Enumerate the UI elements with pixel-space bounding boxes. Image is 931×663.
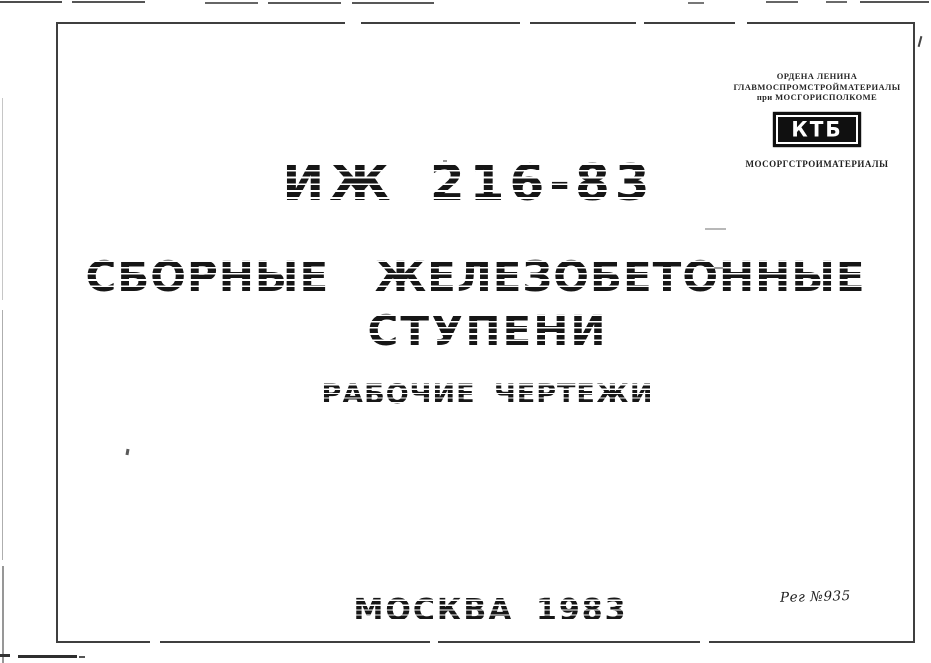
ktb-logo-text: КТБ [791,116,843,142]
institution-parent: при МОСГОРИСПОЛКОМЕ [756,92,878,102]
city-year: МОСКВА 1983 [25,596,931,626]
scan-artifact [2,310,3,560]
institution-award-line: ОРДЕНА ЛЕНИНА [776,71,858,81]
document-title-line-2: СТУПЕНИ [22,310,931,352]
scan-artifact [268,2,341,4]
scan-artifact [705,228,726,230]
scan-artifact [860,1,929,3]
document-title-line-1: СБОРНЫЕ ЖЕЛЕЗОБЕТОННЫЕ [10,256,931,298]
ktb-logo-frame [776,115,858,144]
frame-gap [735,21,747,25]
registration-number: Рег №935 [779,588,851,606]
scan-artifact [352,2,434,4]
institution-name: ГЛАВМОСПРОМСТРОЙМАТЕРИАЛЫ [733,81,901,92]
scan-artifact [18,655,77,658]
scan-artifact [766,1,798,3]
scan-artifact [205,2,258,4]
institution-block [718,71,916,169]
scan-artifact [79,656,85,658]
document-subtitle: РАБОЧИЕ ЧЕРТЕЖИ [22,381,931,408]
scan-artifact [918,36,923,47]
frame-gap [520,21,530,25]
frame-gap [150,640,160,644]
ktb-logo [773,112,861,147]
frame-gap [430,640,438,644]
frame-gap [636,21,644,25]
scan-artifact [826,1,847,3]
frame-gap [700,640,709,644]
scan-artifact [688,2,704,4]
scan-artifact [2,566,4,663]
scan-artifact [72,1,145,3]
scan-artifact [0,654,10,657]
document-code: ИЖ 216-83 [3,158,931,208]
scan-artifact [0,1,62,3]
frame-gap [345,21,361,25]
